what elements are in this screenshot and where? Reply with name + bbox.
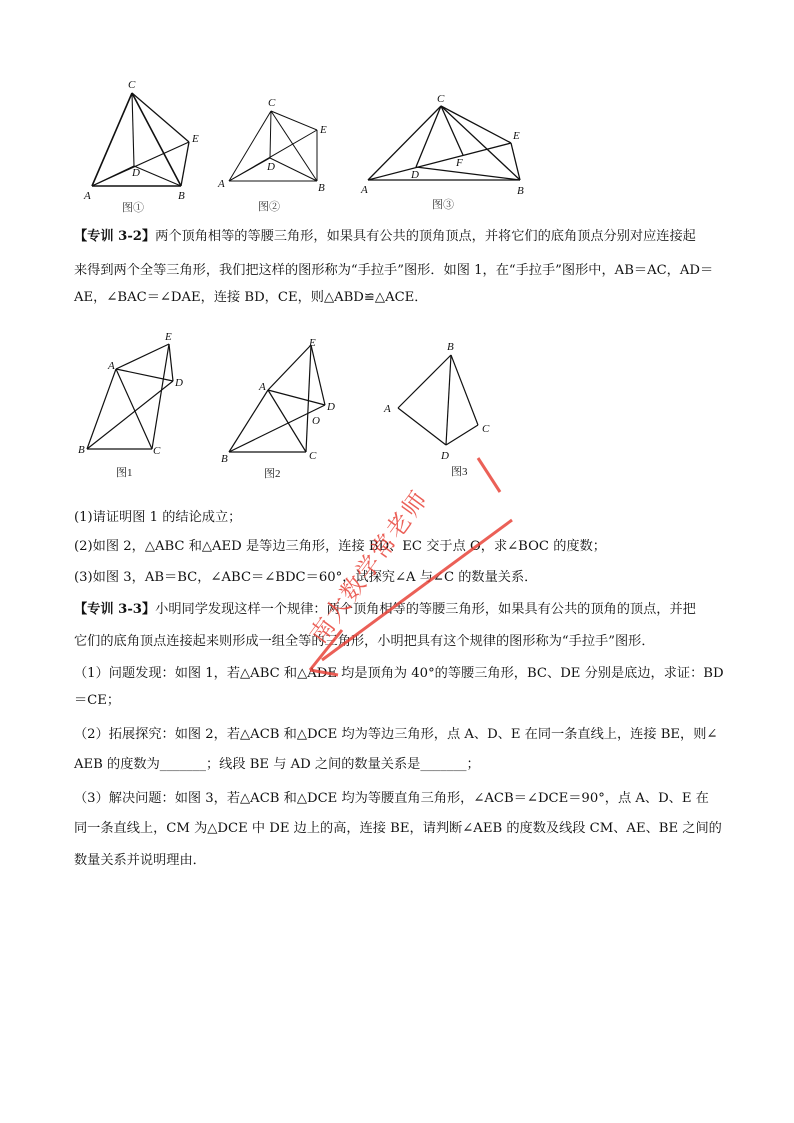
watermark-text: 南大数学常老师: [305, 486, 434, 649]
label-B: B: [447, 341, 454, 353]
caption-fig-1: 图①: [122, 202, 144, 214]
part-3-line2: 同一条直线上，CM 为△DCE 中 DE 边上的高，连接 BE，请判断∠AEB 的度数及线段 CM、AE、BE 之间的: [74, 821, 722, 836]
part-1-line2: ＝CE；: [74, 693, 121, 708]
part-3-line3: 数量关系并说明理由．: [74, 853, 206, 868]
label-F: F: [456, 157, 463, 169]
section-tag: 【专训 3-3】: [74, 602, 156, 617]
label-C: C: [482, 423, 490, 435]
part-1-line1: （1）问题发现：如图 1，若△ABC 和△ADE 均是顶角为 40°的等腰三角形，BC、DE 分别是底边，求证：BD: [74, 666, 724, 681]
question-2: (2)如图 2，△ABC 和△AED 是等边三角形，连接 BD、EC 交于点 O，求∠BOC 的度数；: [74, 539, 606, 554]
label-D: D: [327, 401, 335, 413]
caption-g2: 图2: [264, 468, 281, 480]
label-C: C: [268, 97, 276, 109]
part-3-line1: （3）解决问题：如图 3，若△ACB 和△DCE 均为等腰直角三角形，∠ACB＝∠DCE＝90°，点 A、D、E 在: [74, 791, 709, 806]
label-D: D: [267, 161, 275, 173]
text-line: 小明同学发现这样一个规律：两个顶角相等的等腰三角形，如果具有公共的顶角的顶点，并把: [155, 602, 696, 617]
figure-g2: [229, 345, 325, 452]
caption-fig-3: 图③: [432, 199, 454, 211]
label-C: C: [309, 450, 317, 462]
caption-fig-2: 图②: [258, 201, 280, 213]
text-line: 两个顶角相等的等腰三角形，如果具有公共的顶角顶点，并将它们的底角顶点分别对应连接起: [155, 229, 696, 244]
label-C: C: [128, 79, 136, 91]
part-2-line1: （2）拓展探究：如图 2，若△ACB 和△DCE 均为等边三角形，点 A、D、E 在同一条直线上，连接 BE，则∠: [74, 727, 718, 742]
figure-g1: [87, 344, 173, 449]
label-A: A: [84, 190, 91, 202]
label-E: E: [192, 133, 199, 145]
label-E: E: [320, 124, 327, 136]
label-D: D: [411, 169, 419, 181]
part-2-line2: AEB 的度数为_______；线段 BE 与 AD 之间的数量关系是_______；: [74, 757, 480, 772]
label-B: B: [178, 190, 185, 202]
label-A: A: [384, 403, 391, 415]
label-E: E: [165, 331, 172, 343]
question-3: (3)如图 3，AB＝BC，∠ABC＝∠BDC＝60°，试探究∠A 与∠C 的数量关系．: [74, 570, 538, 585]
label-C: C: [437, 93, 445, 105]
label-B: B: [78, 444, 85, 456]
label-A: A: [259, 381, 266, 393]
label-D: D: [175, 377, 183, 389]
label-C: C: [153, 445, 161, 457]
caption-g3: 图3: [451, 466, 468, 478]
label-E: E: [513, 130, 520, 142]
section-3-2-line2: 来得到两个全等三角形，我们把这样的图形称为“手拉手”图形．如图 1，在“手拉手”图形中，AB＝AC，AD＝: [74, 263, 714, 278]
question-1: (1)请证明图 1 的结论成立；: [74, 510, 242, 525]
label-B: B: [221, 453, 228, 465]
section-3-3-line1: [74, 600, 724, 620]
label-E: E: [309, 337, 316, 349]
figure-g3: [398, 355, 478, 445]
label-A: A: [218, 178, 225, 190]
label-B: B: [318, 182, 325, 194]
label-D: D: [132, 167, 140, 179]
section-3-3-line2: 它们的底角顶点连接起来则形成一组全等的三角形，小明把具有这个规律的图形称为“手拉手”图形．: [74, 634, 655, 649]
label-D: D: [441, 450, 449, 462]
section-tag: 【专训 3-2】: [74, 229, 156, 244]
section-3-2-line3: AE，∠BAC＝∠DAE，连接 BD，CE，则△ABD≌△ACE．: [74, 290, 428, 305]
label-O: O: [312, 415, 320, 427]
label-A: A: [361, 184, 368, 196]
middle-figures: [0, 0, 794, 500]
label-A: A: [108, 360, 115, 372]
caption-g1: 图1: [116, 467, 133, 479]
label-B: B: [517, 185, 524, 197]
